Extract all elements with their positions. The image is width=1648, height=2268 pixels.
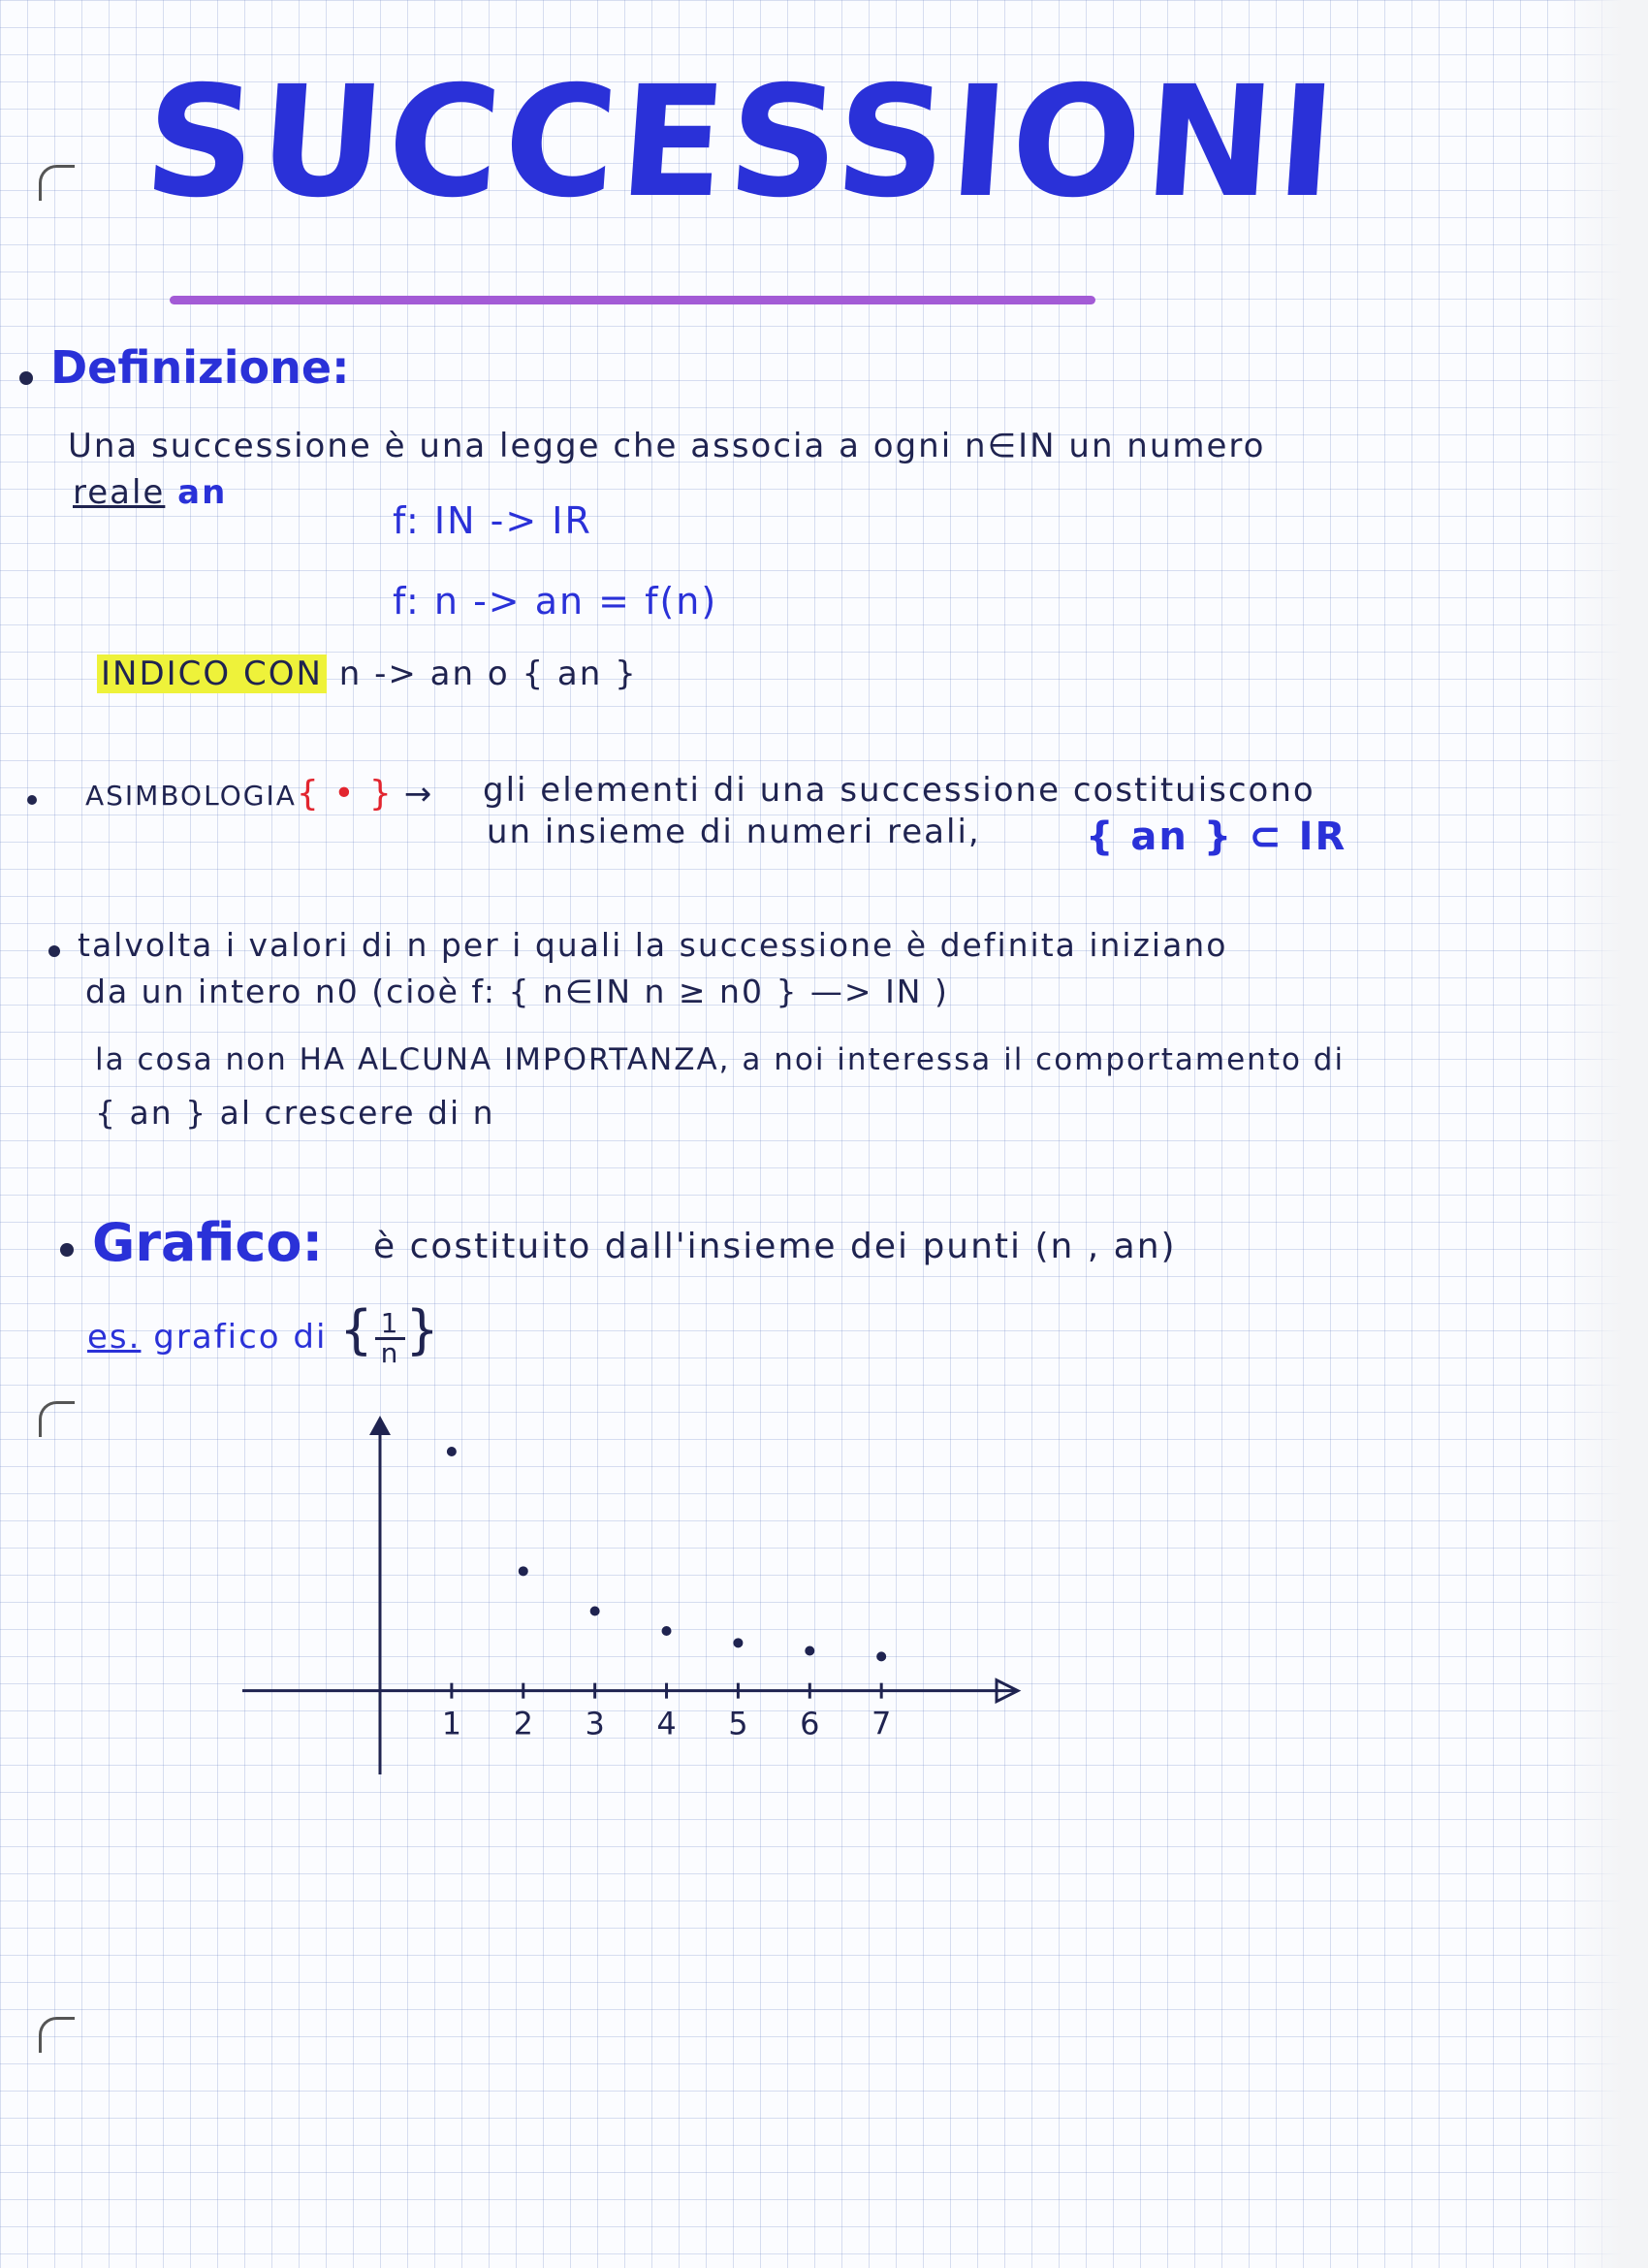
bullet xyxy=(19,371,33,385)
x-tick-label: 7 xyxy=(871,1705,892,1742)
example-line: es. grafico di { $\frac{1}{n}$ } xyxy=(87,1299,441,1369)
asimbologia-line1: gli elementi di una successione costituiscono xyxy=(483,771,1315,810)
x-tick-label: 1 xyxy=(441,1705,462,1742)
indico-rest: n -> an o { an } xyxy=(338,655,638,693)
data-point xyxy=(733,1638,743,1647)
bullet xyxy=(48,945,60,957)
binder-hole-mark xyxy=(39,2017,75,2053)
binder-hole-mark xyxy=(39,165,75,201)
binder-hole-mark xyxy=(39,1401,75,1437)
sequence-scatter-chart xyxy=(242,1406,1047,1784)
es-text: grafico di xyxy=(153,1318,328,1357)
reale-word: reale xyxy=(73,473,166,512)
function-domain: f: IN -> IR xyxy=(393,499,592,542)
definizione-line2 xyxy=(73,473,227,512)
fraction xyxy=(375,1307,406,1369)
grafico-text: è costituito dall'insieme dei punti (n , an) xyxy=(373,1227,1177,1266)
asimbologia-line2: un insieme di numeri reali, xyxy=(487,813,981,851)
braces-symbol: { • } xyxy=(296,774,394,814)
set-expression: { an } ⊂ IR xyxy=(1086,815,1347,859)
function-mapping: f: n -> an = f(n) xyxy=(393,580,718,623)
grafico-heading: Grafico: xyxy=(92,1212,324,1273)
x-tick-label: 3 xyxy=(585,1705,605,1742)
title-underline xyxy=(170,296,1095,304)
x-tick-label: 4 xyxy=(656,1705,677,1742)
page-edge xyxy=(1561,0,1648,2268)
page-title: SUCCESSIONI xyxy=(139,53,1345,232)
talvolta-line1: talvolta i valori di n per i quali la successione è definita iniziano xyxy=(78,926,1228,964)
talvolta-line3: la cosa non HA ALCUNA IMPORTANZA, a noi interessa il comportamento di xyxy=(95,1042,1346,1077)
talvolta-line2: da un intero n0 (cioè f: { n∈IN n ≥ n0 } —> IN ) xyxy=(85,973,949,1010)
data-point xyxy=(662,1626,672,1636)
talvolta-line4: { an } al crescere di n xyxy=(95,1094,495,1132)
x-tick-label: 6 xyxy=(800,1705,820,1742)
bullet xyxy=(27,795,37,805)
definizione-heading: Definizione: xyxy=(50,341,350,394)
asimbologia-label: ASIMBOLOGIA xyxy=(85,780,297,812)
data-point xyxy=(876,1651,886,1661)
data-point xyxy=(519,1566,528,1576)
x-tick-label: 2 xyxy=(513,1705,533,1742)
indico-line xyxy=(97,655,638,693)
x-tick-label: 5 xyxy=(728,1705,748,1742)
data-point xyxy=(805,1645,814,1655)
data-point xyxy=(447,1447,457,1456)
es-label: es. xyxy=(87,1318,142,1357)
y-axis-arrow xyxy=(369,1416,391,1435)
data-point xyxy=(590,1607,600,1616)
definizione-line1: Una successione è una legge che associa a ogni n∈IN un numero xyxy=(68,427,1266,465)
asimbologia-row xyxy=(85,774,433,814)
arrow-icon: → xyxy=(403,775,434,814)
an-symbol: an xyxy=(177,473,228,512)
fraction-denominator: n xyxy=(380,1337,400,1369)
indico-highlight: INDICO CON xyxy=(97,655,327,693)
fraction-numerator: 1 xyxy=(375,1310,406,1340)
bullet xyxy=(60,1243,74,1257)
